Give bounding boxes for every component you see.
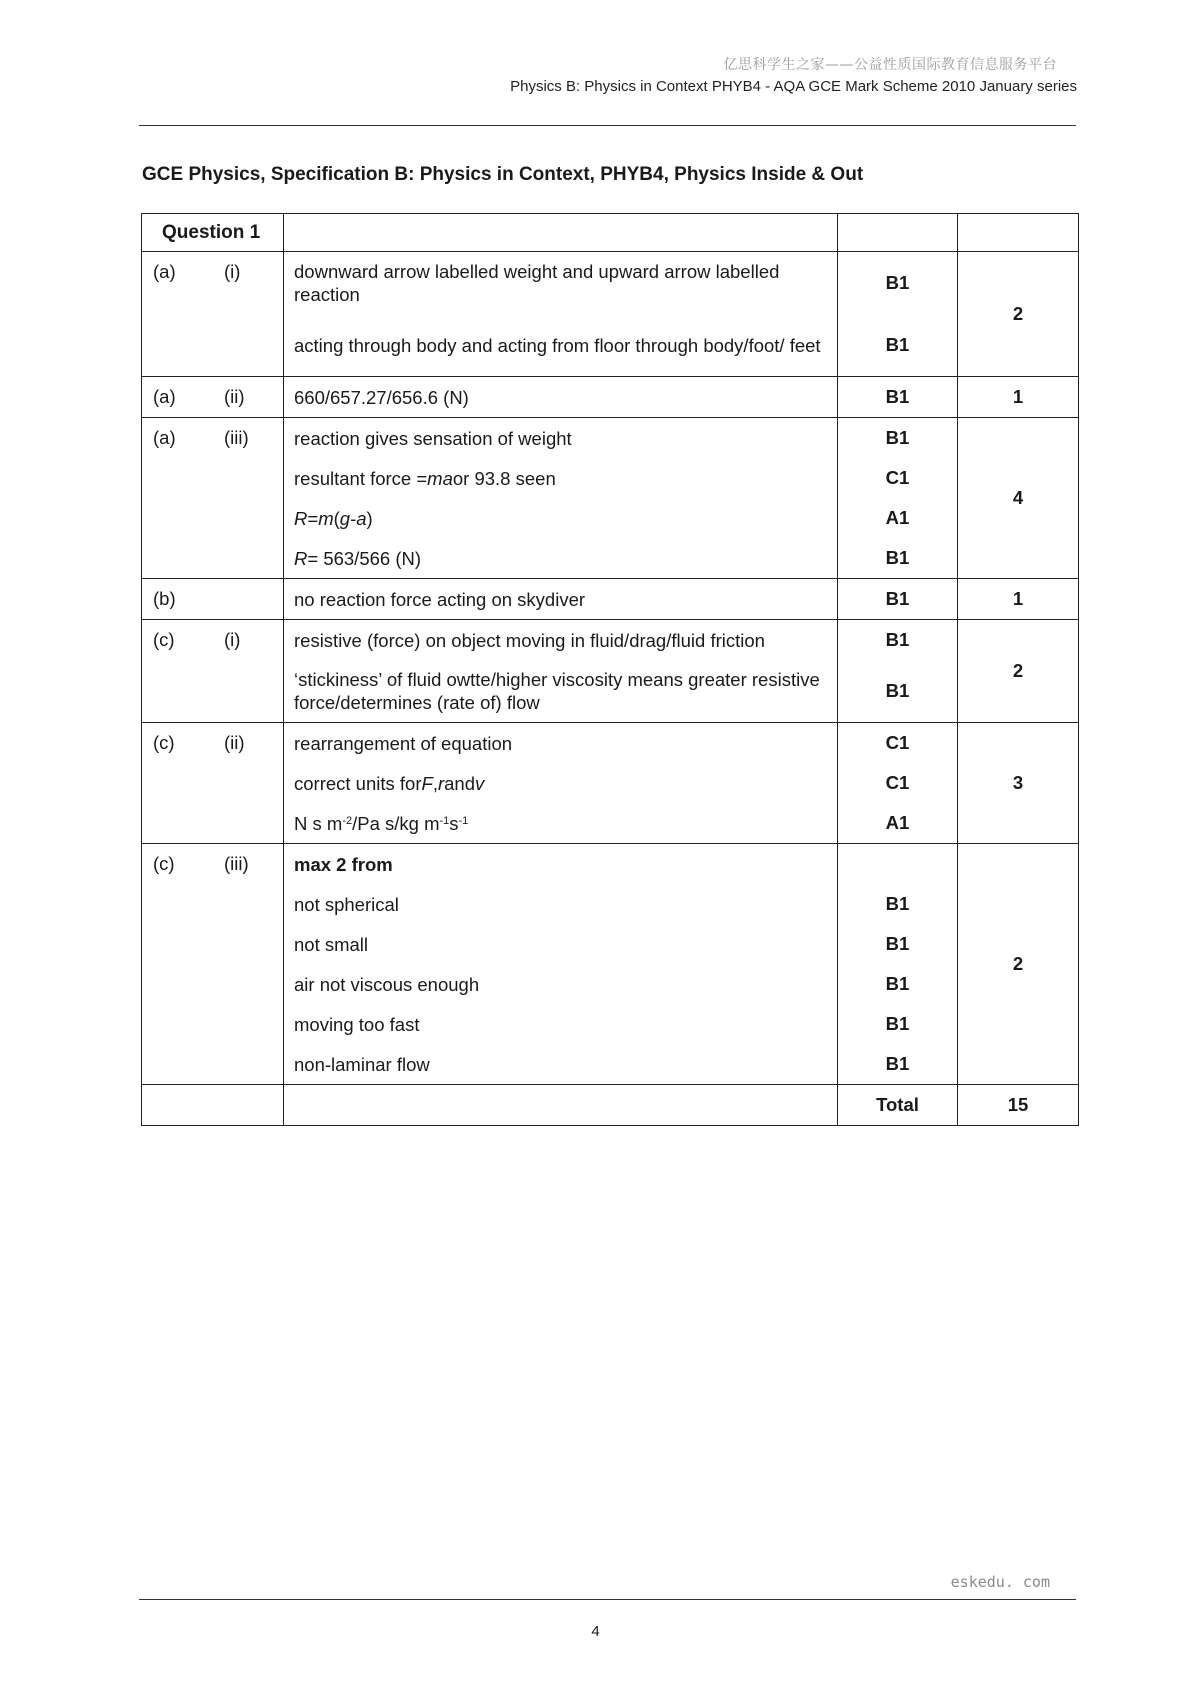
table-row xyxy=(142,844,1079,1085)
part-total: 2 xyxy=(958,252,1079,377)
answer-line: no reaction force acting on skydiver xyxy=(294,588,586,610)
answer-line: not small xyxy=(294,933,369,955)
answer-line: max 2 from xyxy=(294,853,393,875)
mark-cell: B1 B1 xyxy=(838,620,958,723)
answer-line: R = 563/566 (N) xyxy=(294,547,422,569)
header-site-cn: 亿思科学生之家——公益性质国际教育信息服务平台 xyxy=(723,57,1057,73)
part-label: (c) (ii) xyxy=(142,723,284,844)
answer-line: air not viscous enough xyxy=(294,973,480,995)
mark-cell: B1 xyxy=(838,579,958,620)
mark-scheme-table xyxy=(141,213,1079,1126)
part-total: 2 xyxy=(958,844,1079,1085)
answer-line: 660/657.27/656.6 (N) xyxy=(294,386,469,408)
part-total: 2 xyxy=(958,620,1079,723)
footer-rule xyxy=(139,1599,1076,1600)
answer-line: R = m ( g - a ) xyxy=(294,507,373,529)
part-label: (a) (iii) xyxy=(142,418,284,579)
part-label: (c) (i) xyxy=(142,620,284,723)
page-number: 4 xyxy=(591,1623,600,1640)
answer-cell xyxy=(284,723,838,844)
mark-cell: B1 C1 A1 B1 xyxy=(838,418,958,579)
table-row xyxy=(142,620,1079,723)
part-total: 1 xyxy=(958,377,1079,418)
answer-line: downward arrow labelled weight and upward arrow labelled reaction xyxy=(294,261,780,305)
part-label: (a) (ii) xyxy=(142,377,284,418)
answer-cell xyxy=(284,579,838,620)
answer-cell xyxy=(284,377,838,418)
answer-line: rearrangement of equation xyxy=(294,732,513,754)
part-total: 1 xyxy=(958,579,1079,620)
part-label: (b) xyxy=(142,579,284,620)
table-row xyxy=(142,418,1079,579)
answer-line: ‘stickiness’ of fluid owtte/higher viscosity means greater resistive force/determines (rate of) flow xyxy=(294,669,820,713)
header-rule xyxy=(139,125,1076,126)
answer-line: reaction gives sensation of weight xyxy=(294,427,572,449)
header-doc-ref: Physics B: Physics in Context PHYB4 - AQA GCE Mark Scheme 2010 January series xyxy=(510,78,1077,95)
table-row xyxy=(142,579,1079,620)
grand-total: 15 xyxy=(958,1085,1079,1126)
part-total: 3 xyxy=(958,723,1079,844)
part-total: 4 xyxy=(958,418,1079,579)
answer-cell xyxy=(284,620,838,723)
answer-line: not spherical xyxy=(294,893,399,915)
answer-cell xyxy=(284,252,838,377)
table-row xyxy=(142,377,1079,418)
answer-line: resultant force = ma or 93.8 seen xyxy=(294,467,556,489)
answer-line: moving too fast xyxy=(294,1013,420,1035)
answer-line: non-laminar flow xyxy=(294,1053,430,1075)
mark-cell: C1 C1 A1 xyxy=(838,723,958,844)
mark-cell: B1 B1 xyxy=(838,252,958,377)
answer-line: acting through body and acting from floor through body/foot/ feet xyxy=(294,334,821,356)
answer-cell xyxy=(284,844,838,1085)
footer-site: eskedu. com xyxy=(950,1573,1050,1591)
answer-line: resistive (force) on object moving in fluid/drag/fluid friction xyxy=(294,629,765,651)
answer-line: N s m $^{-2}$ /Pa s/kg m $^{-1}$ s $^{-1}$ xyxy=(294,812,469,834)
mark-cell: B1 B1 B1 B1 B1 xyxy=(838,844,958,1085)
part-label: (a) (i) xyxy=(142,252,284,377)
answer-line: correct units for F , r and v xyxy=(294,772,485,794)
part-label: (c) (iii) xyxy=(142,844,284,1085)
total-row xyxy=(142,1085,1079,1126)
table-row xyxy=(142,252,1079,377)
total-label: Total xyxy=(876,1094,919,1115)
mark-cell: B1 xyxy=(838,377,958,418)
table-row xyxy=(142,723,1079,844)
table-header-row xyxy=(142,214,1079,252)
question-label: Question 1 xyxy=(142,214,284,252)
answer-cell xyxy=(284,418,838,579)
document-title: GCE Physics, Specification B: Physics in Context, PHYB4, Physics Inside & Out xyxy=(142,164,864,185)
